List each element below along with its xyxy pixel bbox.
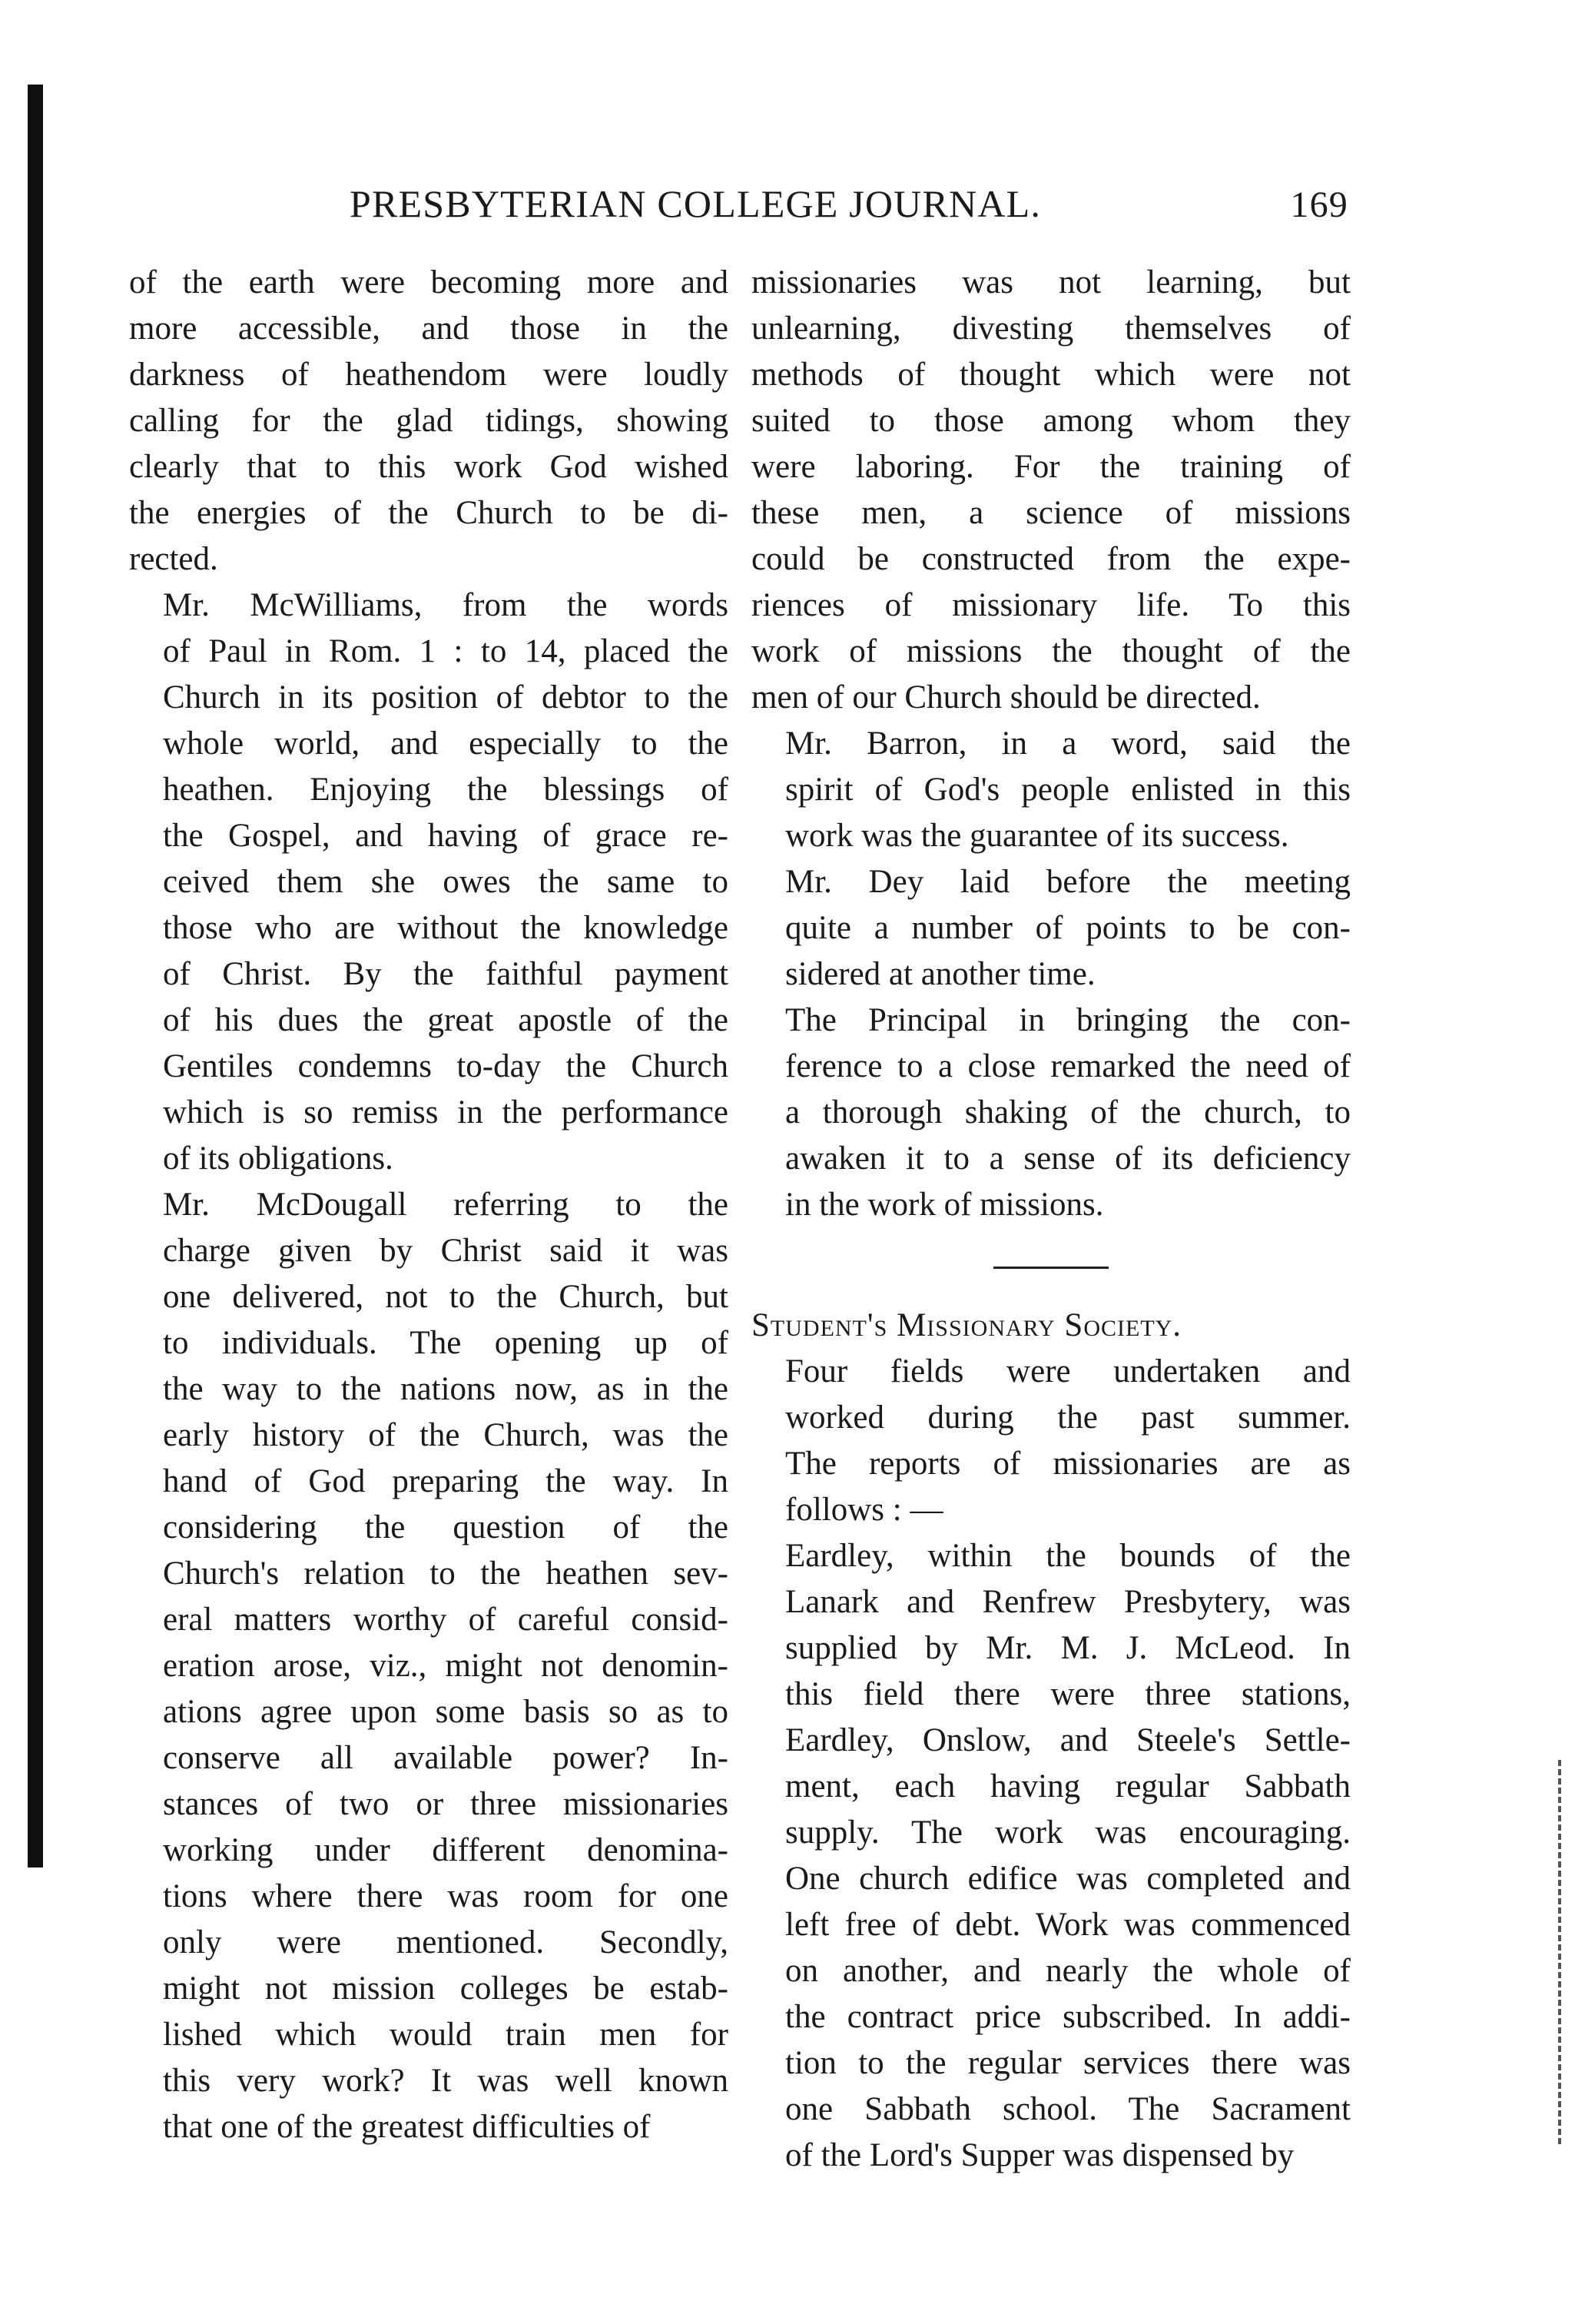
text-line: to individuals. The opening up of [163,1325,728,1361]
text-line: might not mission colleges be estab- [163,1970,728,2007]
text-line: could be constructed from the expe- [751,541,1351,577]
text-line: left free of debt. Work was commenced [785,1907,1351,1943]
binding-edge-bar [28,85,43,1868]
text-line: follows : — [785,1492,943,1528]
text-line: One church edifice was completed and [785,1861,1351,1897]
text-line: a thorough shaking of the church, to [785,1094,1351,1130]
text-line: Mr. Dey laid before the meeting [785,864,1351,900]
text-line: Gentiles condemns to-day the Church [163,1048,728,1084]
section-divider [993,1267,1109,1269]
text-line: Eardley, Onslow, and Steele's Settle- [785,1722,1351,1758]
section-heading: Student's Missionary Society. [751,1307,1182,1343]
text-line: conserve all available power? In- [163,1740,728,1776]
text-line: The Principal in bringing the con- [785,1002,1351,1038]
text-line: eral matters worthy of careful consid- [163,1602,728,1638]
text-line: work was the guarantee of its success. [785,818,1289,854]
text-line: the Gospel, and having of grace re- [163,818,728,854]
text-line: men of our Church should be directed. [751,679,1261,715]
text-line: the way to the nations now, as in the [163,1371,728,1407]
running-header [350,181,1348,226]
text-line: The reports of missionaries are as [785,1446,1351,1482]
text-line: Church's relation to the heathen sev- [163,1555,728,1592]
text-line: quite a number of points to be con- [785,910,1351,946]
text-line: whole world, and especially to the [163,725,728,762]
text-line: rected. [129,541,218,577]
text-line: Mr. McWilliams, from the words [163,587,728,623]
text-line: Church in its position of debtor to the [163,679,728,715]
text-line: ceived them she owes the same to [163,864,728,900]
text-line: ference to a close remarked the need of [785,1048,1351,1084]
right-column [751,260,1351,2179]
text-line: which is so remiss in the performance [163,1094,728,1130]
text-line: of Christ. By the faithful payment [163,956,728,992]
paragraph [751,998,1351,1228]
text-line: considering the question of the [163,1509,728,1545]
text-line: one Sabbath school. The Sacrament [785,2091,1351,2127]
text-line: of his dues the great apostle of the [163,1002,728,1038]
text-line: ment, each having regular Sabbath [785,1768,1351,1804]
text-line: only were mentioned. Secondly, [163,1924,728,1960]
text-line: working under different denomina- [163,1832,728,1868]
text-line: lished which would train men for [163,2017,728,2053]
paragraph [129,260,728,583]
left-column [129,260,728,2150]
text-line: these men, a science of missions [751,495,1351,531]
text-line: on another, and nearly the whole of [785,1953,1351,1989]
text-line: spirit of God's people enlisted in this [785,772,1351,808]
text-line: eration arose, viz., might not denomin- [163,1648,728,1684]
text-line: of the earth were becoming more and [129,264,728,300]
paragraph [751,1533,1351,2179]
journal-title: PRESBYTERIAN COLLEGE JOURNAL. [350,182,1042,225]
text-line: were laboring. For the training of [751,449,1351,485]
paragraph [129,583,728,1182]
text-line: this field there were three stations, [785,1676,1351,1712]
text-line: Eardley, within the bounds of the [785,1538,1351,1574]
text-line: calling for the glad tidings, showing [129,403,728,439]
text-line: those who are without the knowledge [163,910,728,946]
text-line: Mr. McDougall referring to the [163,1187,728,1223]
text-line: the contract price subscribed. In addi- [785,1999,1351,2035]
text-line: heathen. Enjoying the blessings of [163,772,728,808]
text-line: of Paul in Rom. 1 : to 14, placed the [163,633,728,669]
paragraph [129,1182,728,2150]
text-line: methods of thought which were not [751,357,1351,393]
scan-edge-marks [1558,1760,1572,2144]
text-line: of its obligations. [163,1140,393,1177]
text-line: darkness of heathendom were loudly [129,357,728,393]
text-line: early history of the Church, was the [163,1417,728,1453]
text-line: stances of two or three missionaries [163,1786,728,1822]
text-line: tions where there was room for one [163,1878,728,1914]
conference-continuation [751,260,1351,1228]
text-line: this very work? It was well known [163,2063,728,2099]
text-line: ations agree upon some basis so as to [163,1694,728,1730]
text-line: Mr. Barron, in a word, said the [785,725,1351,762]
text-line: clearly that to this work God wished [129,449,728,485]
paragraph [751,721,1351,859]
society-report [751,1349,1351,2179]
text-line: supply. The work was encouraging. [785,1814,1351,1851]
paragraph [751,859,1351,998]
text-line: unlearning, divesting themselves of [751,310,1351,347]
text-line: worked during the past summer. [785,1399,1351,1436]
text-line: in the work of missions. [785,1187,1104,1223]
text-line: missionaries was not learning, but [751,264,1351,300]
text-line: the energies of the Church to be di- [129,495,728,531]
text-line: hand of God preparing the way. In [163,1463,728,1499]
text-line: riences of missionary life. To this [751,587,1351,623]
text-line: tion to the regular services there was [785,2045,1351,2081]
text-line: of the Lord's Supper was dispensed by [785,2137,1295,2173]
text-line: work of missions the thought of the [751,633,1351,669]
text-line: one delivered, not to the Church, but [163,1279,728,1315]
page-number: 169 [1290,184,1348,225]
text-line: more accessible, and those in the [129,310,728,347]
text-line: Lanark and Renfrew Presbytery, was [785,1584,1351,1620]
paragraph [751,260,1351,721]
text-line: suited to those among whom they [751,403,1351,439]
text-line: Four fields were undertaken and [785,1353,1351,1389]
text-line: awaken it to a sense of its deficiency [785,1140,1351,1177]
text-line: charge given by Christ said it was [163,1233,728,1269]
paragraph [751,1349,1351,1533]
text-line: that one of the greatest difficulties of [163,2109,651,2145]
text-line: supplied by Mr. M. J. McLeod. In [785,1630,1351,1666]
text-line: sidered at another time. [785,956,1096,992]
